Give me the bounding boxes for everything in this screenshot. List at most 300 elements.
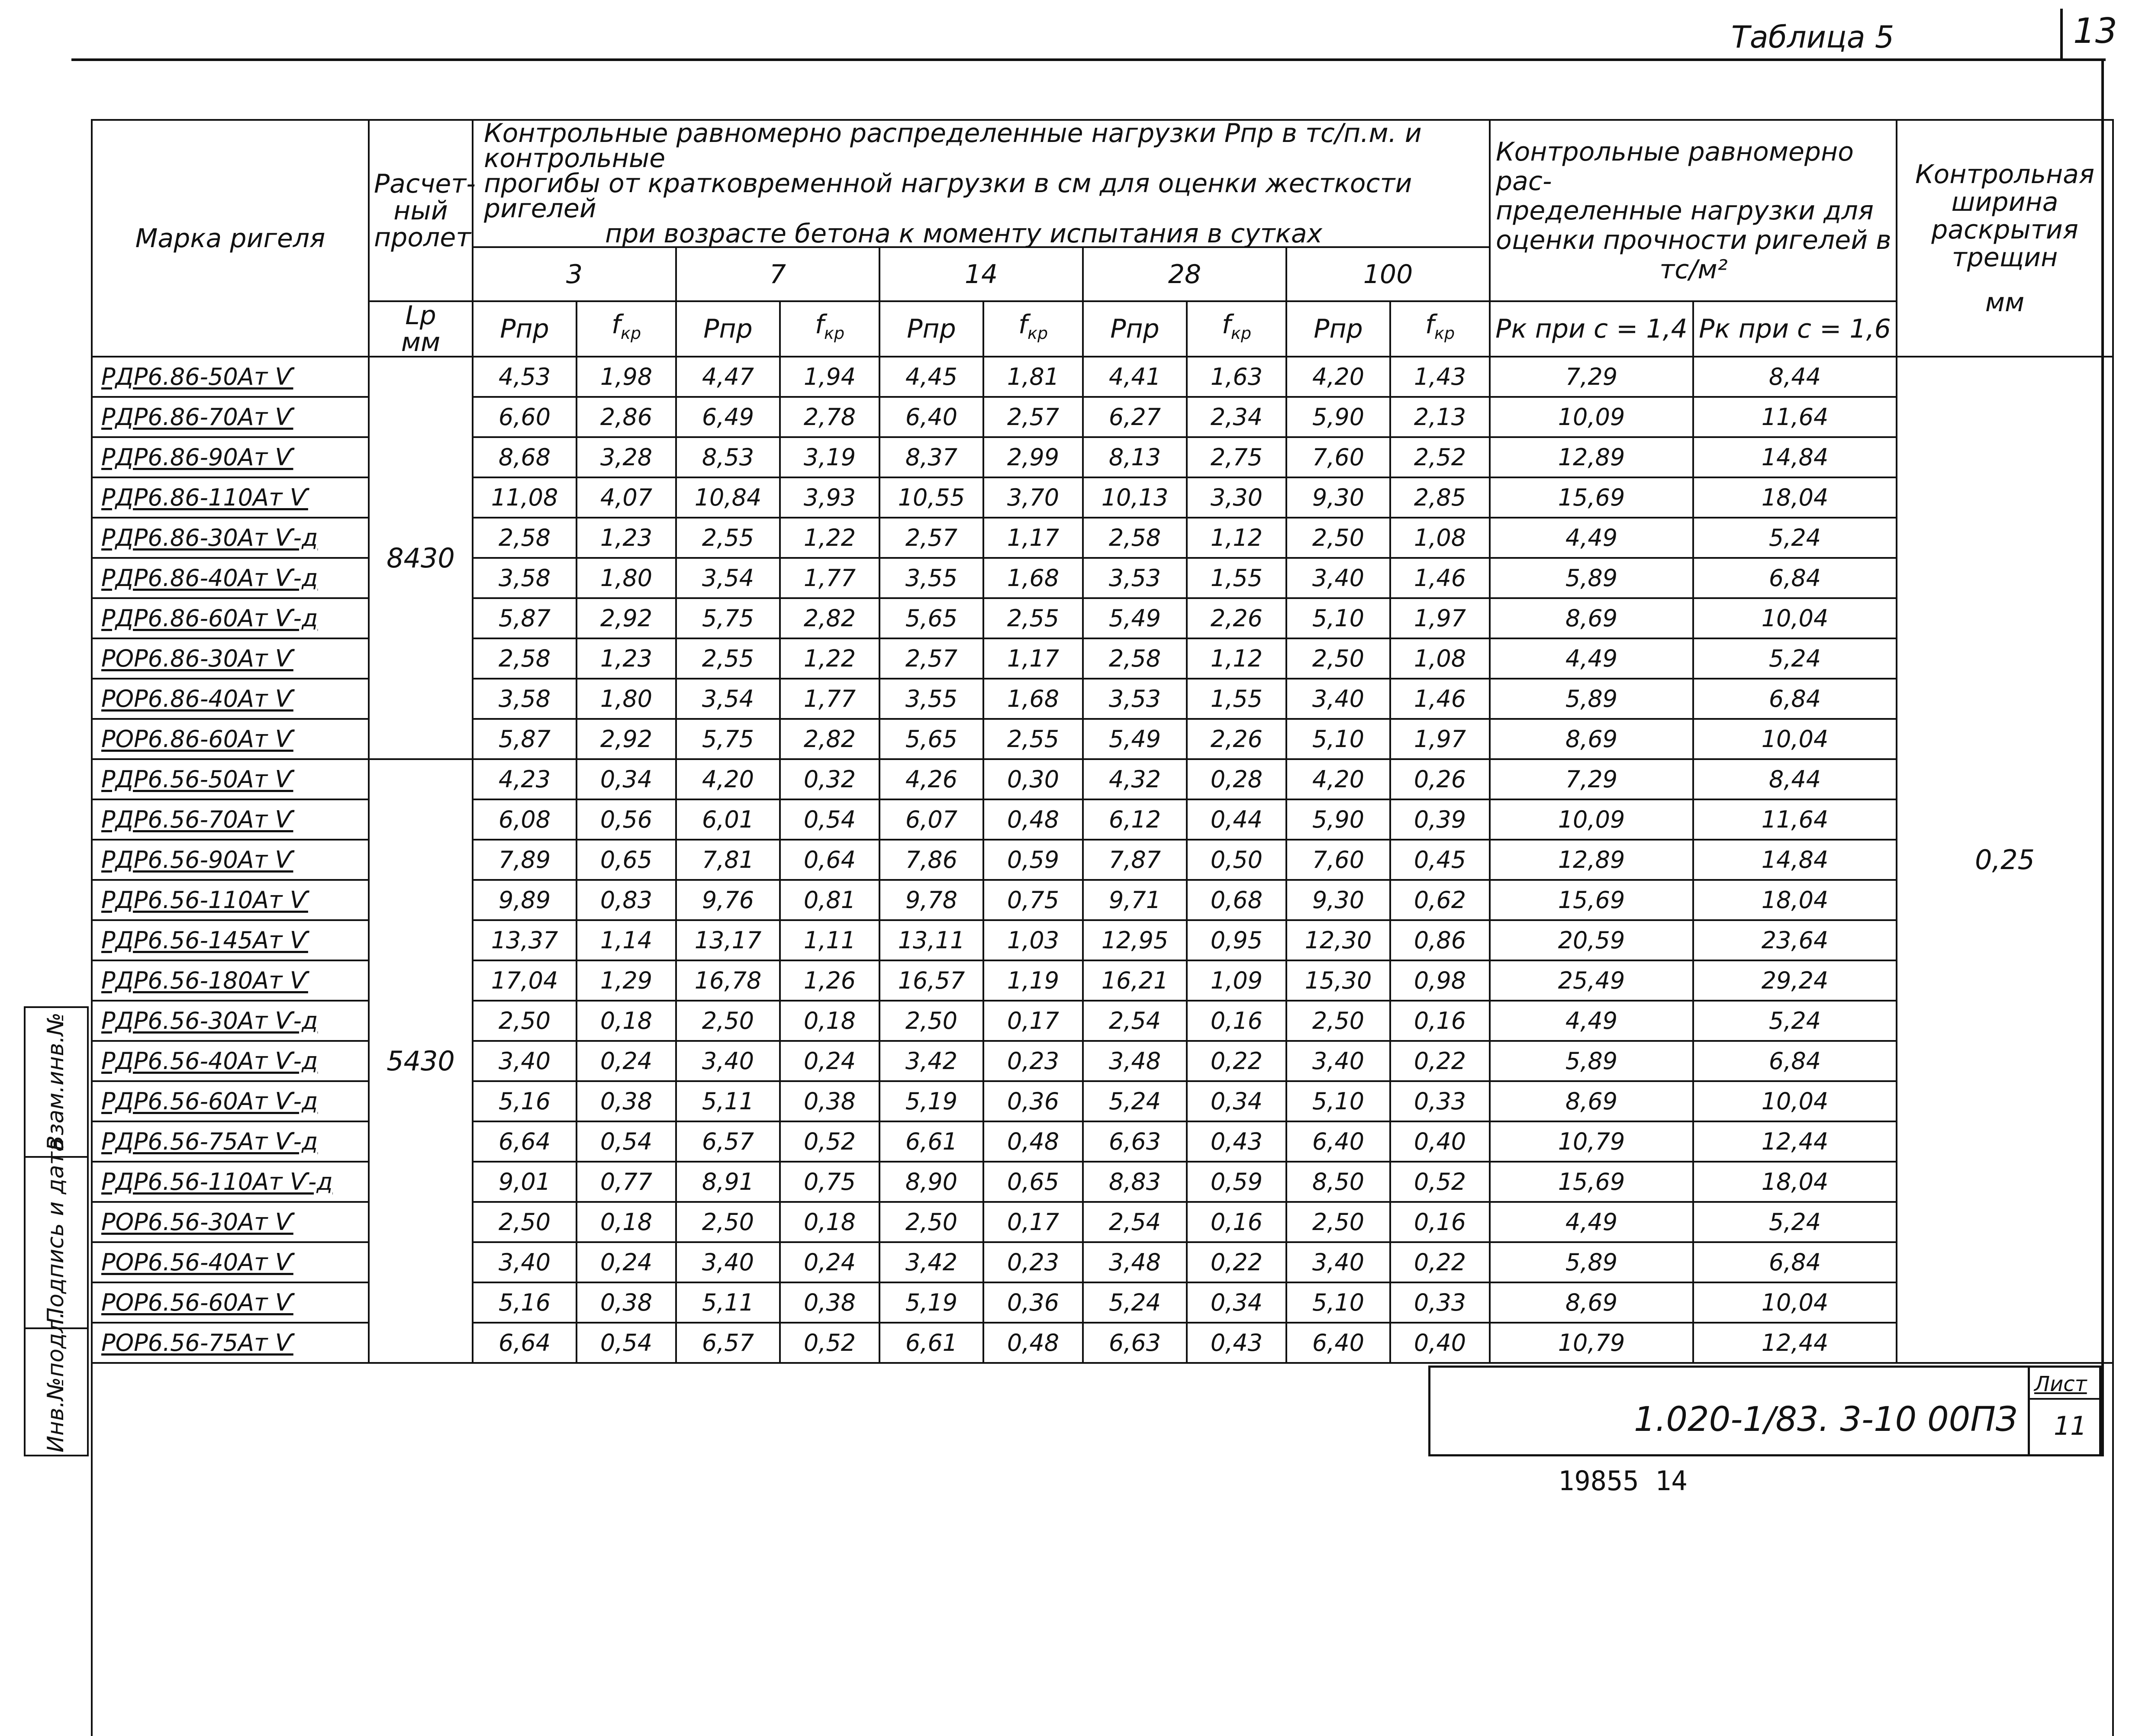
value-cell: 0,24	[577, 1242, 676, 1282]
value-cell: 3,19	[780, 437, 879, 477]
side-label-signature: Подпись и дата	[43, 1138, 69, 1324]
value-cell: 2,50	[1286, 638, 1390, 679]
row-mark: РДР6.56-50Ат Ѵ	[92, 759, 369, 799]
value-cell: 0,65	[983, 1162, 1083, 1202]
value-cell: 8,83	[1083, 1162, 1187, 1202]
side-stamp-strip	[24, 1006, 89, 1456]
doc-code: 1.020-1/83. 3-10 00ПЗ	[1634, 1400, 2017, 1439]
value-cell: 3,48	[1083, 1242, 1187, 1282]
value-cell: 8,53	[676, 437, 780, 477]
value-cell: 8,69	[1490, 1081, 1693, 1121]
header-f-subscript: кр	[1231, 324, 1252, 343]
value-cell: 3,30	[1187, 477, 1286, 518]
value-cell: 2,99	[983, 437, 1083, 477]
value-cell: 11,64	[1693, 799, 1897, 840]
value-cell: 5,75	[676, 598, 780, 638]
header-age-7: 7	[676, 247, 879, 301]
value-cell: 10,09	[1490, 397, 1693, 437]
value-cell: 0,16	[1187, 1202, 1286, 1242]
value-cell: 2,50	[1286, 518, 1390, 558]
value-cell: 15,30	[1286, 960, 1390, 1001]
row-mark: РДР6.56-145Ат Ѵ	[92, 920, 369, 960]
value-cell: 10,04	[1693, 1282, 1897, 1323]
value-cell: 9,89	[473, 880, 577, 920]
value-cell: 0,48	[983, 1121, 1083, 1162]
value-cell: 2,50	[1286, 1001, 1390, 1041]
value-cell: 4,20	[1286, 759, 1390, 799]
value-cell: 2,85	[1390, 477, 1490, 518]
value-cell: 2,55	[983, 598, 1083, 638]
value-cell: 0,22	[1187, 1242, 1286, 1282]
value-cell: 10,79	[1490, 1323, 1693, 1363]
value-cell: 4,26	[879, 759, 983, 799]
table-row	[92, 759, 2113, 799]
value-cell: 2,57	[879, 518, 983, 558]
row-mark: РДР6.56-110Ат Ѵ	[92, 880, 369, 920]
value-cell: 12,30	[1286, 920, 1390, 960]
header-crack	[1897, 120, 2113, 357]
value-cell: 3,40	[1286, 1041, 1390, 1081]
value-cell: 5,87	[473, 719, 577, 759]
value-cell: 15,69	[1490, 1162, 1693, 1202]
value-cell: 0,34	[1187, 1081, 1286, 1121]
value-cell: 1,80	[577, 558, 676, 598]
value-cell: 7,87	[1083, 840, 1187, 880]
value-cell: 0,34	[1187, 1282, 1286, 1323]
value-cell: 17,04	[473, 960, 577, 1001]
value-cell: 0,17	[983, 1202, 1083, 1242]
value-cell: 4,32	[1083, 759, 1187, 799]
value-cell: 0,56	[577, 799, 676, 840]
value-cell: 6,84	[1693, 679, 1897, 719]
value-cell: 4,47	[676, 357, 780, 397]
value-cell: 9,76	[676, 880, 780, 920]
value-cell: 13,37	[473, 920, 577, 960]
value-cell: 0,54	[577, 1323, 676, 1363]
value-cell: 12,95	[1083, 920, 1187, 960]
value-cell: 5,10	[1286, 598, 1390, 638]
value-cell: 0,23	[983, 1242, 1083, 1282]
value-cell: 15,69	[1490, 477, 1693, 518]
value-cell: 0,18	[577, 1001, 676, 1041]
value-cell: 5,89	[1490, 1242, 1693, 1282]
value-cell: 1,77	[780, 679, 879, 719]
value-cell: 1,97	[1390, 719, 1490, 759]
value-cell: 1,23	[577, 518, 676, 558]
value-cell: 14,84	[1693, 840, 1897, 880]
value-cell: 2,92	[577, 719, 676, 759]
value-cell: 0,33	[1390, 1282, 1490, 1323]
value-cell: 7,60	[1286, 840, 1390, 880]
value-cell: 25,49	[1490, 960, 1693, 1001]
value-cell: 0,38	[577, 1081, 676, 1121]
value-cell: 0,77	[577, 1162, 676, 1202]
value-cell: 8,50	[1286, 1162, 1390, 1202]
value-cell: 10,04	[1693, 719, 1897, 759]
value-cell: 5,49	[1083, 598, 1187, 638]
value-cell: 3,40	[473, 1242, 577, 1282]
value-cell: 3,40	[676, 1242, 780, 1282]
value-cell: 3,58	[473, 558, 577, 598]
value-cell: 1,55	[1187, 558, 1286, 598]
value-cell: 3,54	[676, 558, 780, 598]
value-cell: 3,40	[676, 1041, 780, 1081]
value-cell: 29,24	[1693, 960, 1897, 1001]
value-cell: 13,11	[879, 920, 983, 960]
value-cell: 6,64	[473, 1323, 577, 1363]
value-cell: 23,64	[1693, 920, 1897, 960]
header-strength	[1490, 120, 1897, 301]
value-cell: 2,50	[473, 1001, 577, 1041]
value-cell: 1,46	[1390, 679, 1490, 719]
value-cell: 5,19	[879, 1282, 983, 1323]
value-cell: 6,40	[879, 397, 983, 437]
header-span-l1: Расчет-	[374, 168, 476, 199]
value-cell: 0,52	[780, 1121, 879, 1162]
value-cell: 0,68	[1187, 880, 1286, 920]
value-cell: 9,30	[1286, 880, 1390, 920]
value-cell: 2,75	[1187, 437, 1286, 477]
header-strength-l3: оценки прочности ригелей в	[1496, 225, 1891, 255]
header-f-4	[1390, 301, 1490, 357]
value-cell: 0,86	[1390, 920, 1490, 960]
value-cell: 3,40	[473, 1041, 577, 1081]
value-cell: 6,84	[1693, 1242, 1897, 1282]
row-mark: РОР6.56-60Ат Ѵ	[92, 1282, 369, 1323]
title-block	[1428, 1366, 2101, 1456]
sheet-number: 11	[2054, 1411, 2087, 1441]
value-cell: 4,41	[1083, 357, 1187, 397]
value-cell: 0,23	[983, 1041, 1083, 1081]
value-cell: 5,11	[676, 1081, 780, 1121]
value-cell: 1,22	[780, 638, 879, 679]
value-cell: 0,75	[983, 880, 1083, 920]
value-cell: 0,16	[1390, 1202, 1490, 1242]
value-cell: 8,90	[879, 1162, 983, 1202]
header-loads-l2: прогибы от кратковременной нагрузки в см для оценки жесткости ригелей	[484, 168, 1412, 224]
value-cell: 5,87	[473, 598, 577, 638]
value-cell: 3,70	[983, 477, 1083, 518]
value-cell: 3,54	[676, 679, 780, 719]
value-cell: 4,49	[1490, 518, 1693, 558]
value-cell: 12,89	[1490, 437, 1693, 477]
value-cell: 8,91	[676, 1162, 780, 1202]
value-cell: 5,65	[879, 598, 983, 638]
value-cell: 5,11	[676, 1282, 780, 1323]
value-cell: 0,22	[1187, 1041, 1286, 1081]
value-cell: 2,26	[1187, 719, 1286, 759]
value-cell: 10,04	[1693, 1081, 1897, 1121]
value-cell: 1,94	[780, 357, 879, 397]
value-cell: 6,57	[676, 1323, 780, 1363]
value-cell: 6,40	[1286, 1121, 1390, 1162]
value-cell: 2,50	[879, 1001, 983, 1041]
crack-width-cell: 0,25	[1897, 357, 2113, 1363]
value-cell: 0,52	[1390, 1162, 1490, 1202]
value-cell: 2,58	[473, 518, 577, 558]
value-cell: 4,23	[473, 759, 577, 799]
header-f-subscript: кр	[824, 324, 845, 343]
value-cell: 2,57	[879, 638, 983, 679]
value-cell: 5,24	[1693, 638, 1897, 679]
row-mark: РОР6.86-40Ат Ѵ	[92, 679, 369, 719]
value-cell: 0,48	[983, 1323, 1083, 1363]
value-cell: 2,50	[676, 1001, 780, 1041]
value-cell: 5,24	[1083, 1081, 1187, 1121]
value-cell: 6,57	[676, 1121, 780, 1162]
value-cell: 0,81	[780, 880, 879, 920]
value-cell: 5,19	[879, 1081, 983, 1121]
value-cell: 10,09	[1490, 799, 1693, 840]
value-cell: 5,10	[1286, 1282, 1390, 1323]
header-loads-l1: Контрольные равномерно распределенные нагрузки Рпр в тс/п.м. и контрольные	[484, 118, 1422, 174]
value-cell: 1,77	[780, 558, 879, 598]
value-cell: 2,55	[983, 719, 1083, 759]
header-crack-l2: ширина	[1951, 187, 2058, 217]
value-cell: 0,18	[780, 1202, 879, 1242]
value-cell: 0,39	[1390, 799, 1490, 840]
value-cell: 0,36	[983, 1282, 1083, 1323]
value-cell: 2,82	[780, 719, 879, 759]
side-cell-signature	[24, 1138, 89, 1329]
value-cell: 10,04	[1693, 598, 1897, 638]
value-cell: 6,49	[676, 397, 780, 437]
row-mark: РДР6.56-110Ат Ѵ-д	[92, 1162, 369, 1202]
row-mark: РДР6.86-30Ат Ѵ-д	[92, 518, 369, 558]
value-cell: 20,59	[1490, 920, 1693, 960]
value-cell: 8,13	[1083, 437, 1187, 477]
header-f-symbol: f	[1221, 309, 1231, 340]
value-cell: 5,24	[1083, 1282, 1187, 1323]
value-cell: 0,48	[983, 799, 1083, 840]
header-loads	[473, 120, 1490, 247]
row-mark: РОР6.86-60Ат Ѵ	[92, 719, 369, 759]
value-cell: 0,26	[1390, 759, 1490, 799]
value-cell: 13,17	[676, 920, 780, 960]
value-cell: 0,30	[983, 759, 1083, 799]
value-cell: 3,42	[879, 1242, 983, 1282]
value-cell: 3,93	[780, 477, 879, 518]
value-cell: 0,52	[780, 1323, 879, 1363]
row-mark: РДР6.56-75Ат Ѵ-д	[92, 1121, 369, 1162]
value-cell: 14,84	[1693, 437, 1897, 477]
row-mark: РДР6.56-70Ат Ѵ	[92, 799, 369, 840]
value-cell: 5,16	[473, 1282, 577, 1323]
value-cell: 8,44	[1693, 357, 1897, 397]
value-cell: 3,55	[879, 558, 983, 598]
value-cell: 1,17	[983, 638, 1083, 679]
header-p-2: Рпр	[879, 301, 983, 357]
row-mark: РДР6.56-60Ат Ѵ-д	[92, 1081, 369, 1121]
value-cell: 2,82	[780, 598, 879, 638]
value-cell: 2,55	[676, 518, 780, 558]
header-p-3: Рпр	[1083, 301, 1187, 357]
value-cell: 0,32	[780, 759, 879, 799]
row-mark: РОР6.56-75Ат Ѵ	[92, 1323, 369, 1363]
value-cell: 9,71	[1083, 880, 1187, 920]
value-cell: 2,50	[1286, 1202, 1390, 1242]
value-cell: 0,16	[1390, 1001, 1490, 1041]
value-cell: 18,04	[1693, 1162, 1897, 1202]
value-cell: 0,59	[983, 840, 1083, 880]
value-cell: 1,29	[577, 960, 676, 1001]
header-f-symbol: f	[1018, 309, 1028, 340]
value-cell: 3,28	[577, 437, 676, 477]
value-cell: 2,58	[473, 638, 577, 679]
value-cell: 8,69	[1490, 1282, 1693, 1323]
value-cell: 10,79	[1490, 1121, 1693, 1162]
value-cell: 0,44	[1187, 799, 1286, 840]
value-cell: 1,22	[780, 518, 879, 558]
value-cell: 12,89	[1490, 840, 1693, 880]
value-cell: 8,37	[879, 437, 983, 477]
value-cell: 5,16	[473, 1081, 577, 1121]
value-cell: 3,53	[1083, 558, 1187, 598]
table-row	[92, 357, 2113, 397]
value-cell: 6,63	[1083, 1323, 1187, 1363]
value-cell: 1,43	[1390, 357, 1490, 397]
value-cell: 0,16	[1187, 1001, 1286, 1041]
value-cell: 11,08	[473, 477, 577, 518]
value-cell: 6,27	[1083, 397, 1187, 437]
value-cell: 5,90	[1286, 397, 1390, 437]
header-f-1	[780, 301, 879, 357]
value-cell: 3,48	[1083, 1041, 1187, 1081]
value-cell: 0,38	[780, 1282, 879, 1323]
value-cell: 2,50	[676, 1202, 780, 1242]
side-cell-inv	[24, 1006, 89, 1158]
top-frame-notch	[2060, 9, 2063, 60]
value-cell: 3,53	[1083, 679, 1187, 719]
header-p-1: Рпр	[676, 301, 780, 357]
value-cell: 1,63	[1187, 357, 1286, 397]
value-cell: 1,03	[983, 920, 1083, 960]
value-cell: 6,12	[1083, 799, 1187, 840]
value-cell: 6,07	[879, 799, 983, 840]
load-table	[91, 119, 2114, 1736]
value-cell: 16,57	[879, 960, 983, 1001]
value-cell: 1,12	[1187, 638, 1286, 679]
value-cell: 5,90	[1286, 799, 1390, 840]
table-caption: Таблица 5	[1731, 19, 1894, 55]
header-f-0	[577, 301, 676, 357]
value-cell: 7,89	[473, 840, 577, 880]
value-cell: 4,07	[577, 477, 676, 518]
value-cell: 6,60	[473, 397, 577, 437]
value-cell: 2,54	[1083, 1202, 1187, 1242]
row-mark: РДР6.56-90Ат Ѵ	[92, 840, 369, 880]
value-cell: 1,19	[983, 960, 1083, 1001]
value-cell: 1,97	[1390, 598, 1490, 638]
header-f-subscript: кр	[1028, 324, 1048, 343]
row-mark: РДР6.86-90Ат Ѵ	[92, 437, 369, 477]
value-cell: 0,22	[1390, 1242, 1490, 1282]
value-cell: 12,44	[1693, 1323, 1897, 1363]
value-cell: 2,13	[1390, 397, 1490, 437]
value-cell: 0,43	[1187, 1121, 1286, 1162]
value-cell: 1,11	[780, 920, 879, 960]
value-cell: 7,86	[879, 840, 983, 880]
value-cell: 7,29	[1490, 357, 1693, 397]
value-cell: 5,75	[676, 719, 780, 759]
header-f-3	[1187, 301, 1286, 357]
value-cell: 5,24	[1693, 518, 1897, 558]
value-cell: 1,46	[1390, 558, 1490, 598]
value-cell: 10,84	[676, 477, 780, 518]
value-cell: 1,81	[983, 357, 1083, 397]
footer-archive-number: 19855 14	[1558, 1465, 1688, 1497]
value-cell: 7,29	[1490, 759, 1693, 799]
value-cell: 6,40	[1286, 1323, 1390, 1363]
header-crack-l1: Контрольная	[1915, 159, 2095, 190]
value-cell: 0,40	[1390, 1323, 1490, 1363]
value-cell: 10,13	[1083, 477, 1187, 518]
header-age-28: 28	[1083, 247, 1286, 301]
value-cell: 0,59	[1187, 1162, 1286, 1202]
value-cell: 0,17	[983, 1001, 1083, 1041]
value-cell: 0,40	[1390, 1121, 1490, 1162]
value-cell: 8,68	[473, 437, 577, 477]
value-cell: 8,69	[1490, 719, 1693, 759]
value-cell: 2,92	[577, 598, 676, 638]
span-cell: 8430	[369, 357, 473, 759]
value-cell: 2,26	[1187, 598, 1286, 638]
value-cell: 2,52	[1390, 437, 1490, 477]
value-cell: 6,84	[1693, 1041, 1897, 1081]
value-cell: 2,34	[1187, 397, 1286, 437]
value-cell: 2,54	[1083, 1001, 1187, 1041]
value-cell: 6,61	[879, 1323, 983, 1363]
header-age-100: 100	[1286, 247, 1490, 301]
value-cell: 8,69	[1490, 598, 1693, 638]
value-cell: 6,01	[676, 799, 780, 840]
value-cell: 2,58	[1083, 518, 1187, 558]
value-cell: 0,65	[577, 840, 676, 880]
value-cell: 0,33	[1390, 1081, 1490, 1121]
value-cell: 3,40	[1286, 558, 1390, 598]
header-f-2	[983, 301, 1083, 357]
sheet-label-rule	[2028, 1398, 2101, 1400]
header-f-symbol: f	[1425, 309, 1435, 340]
value-cell: 0,36	[983, 1081, 1083, 1121]
header-span-l3: пролет	[374, 222, 471, 253]
side-label-inv-orig: Инв.№подл.	[43, 1311, 69, 1453]
value-cell: 5,89	[1490, 679, 1693, 719]
value-cell: 5,49	[1083, 719, 1187, 759]
value-cell: 3,55	[879, 679, 983, 719]
value-cell: 9,30	[1286, 477, 1390, 518]
top-frame-rule	[71, 58, 2106, 61]
value-cell: 18,04	[1693, 477, 1897, 518]
value-cell: 0,22	[1390, 1041, 1490, 1081]
row-mark: РОР6.56-30Ат Ѵ	[92, 1202, 369, 1242]
row-mark: РДР6.56-30Ат Ѵ-д	[92, 1001, 369, 1041]
header-f-symbol: f	[611, 309, 621, 340]
value-cell: 3,40	[1286, 679, 1390, 719]
value-cell: 9,78	[879, 880, 983, 920]
value-cell: 3,40	[1286, 1242, 1390, 1282]
value-cell: 1,17	[983, 518, 1083, 558]
value-cell: 1,09	[1187, 960, 1286, 1001]
value-cell: 8,44	[1693, 759, 1897, 799]
value-cell: 1,23	[577, 638, 676, 679]
side-cell-inv-orig	[24, 1311, 89, 1456]
header-strength-l2: пределенные нагрузки для	[1496, 195, 1874, 226]
value-cell: 0,24	[780, 1242, 879, 1282]
value-cell: 4,20	[1286, 357, 1390, 397]
header-pk14: Рк при с = 1,4	[1490, 301, 1693, 357]
header-strength-l1: Контрольные равномерно рас-	[1496, 136, 1854, 196]
